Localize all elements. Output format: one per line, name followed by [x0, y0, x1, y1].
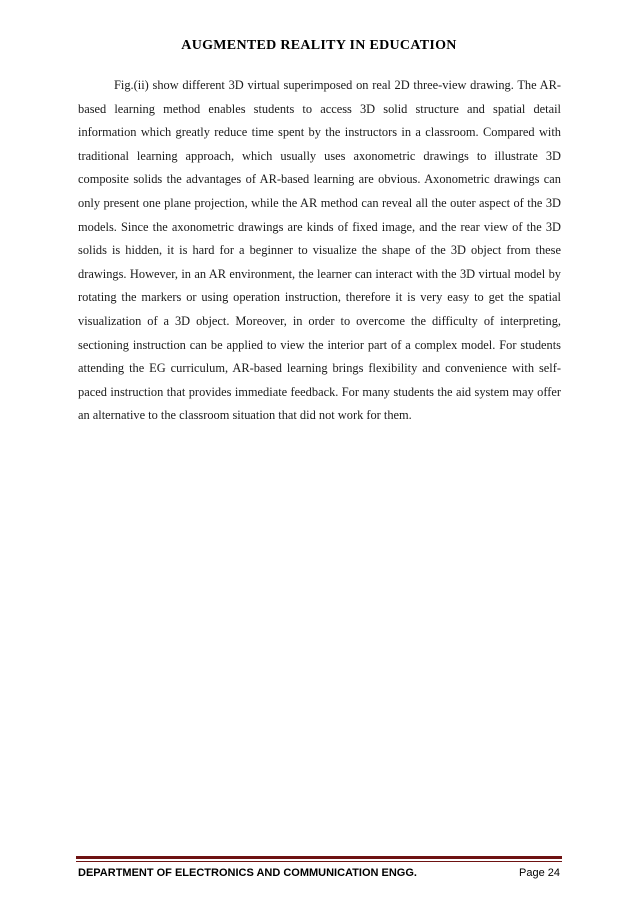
footer-rule-thin	[76, 861, 562, 862]
running-header-title: AUGMENTED REALITY IN EDUCATION	[181, 38, 457, 53]
footer-rule-thick	[76, 856, 562, 859]
footer-department: DEPARTMENT OF ELECTRONICS AND COMMUNICATION ENGG.	[78, 867, 417, 879]
footer-page-number: Page 24	[519, 867, 560, 879]
body-paragraph: Fig.(ii) show different 3D virtual superimposed on real 2D three-view drawing. The AR-based learning method enables students to access 3D solid structure and spatial detail information which greatly reduce time spent by the instructors in a classroom. Compared with traditional learning approach, which usually uses axonometric drawings to illustrate 3D composite solids the advantages of AR-based learning are obvious. Axonometric drawings can only present one plane projection, while the AR method can reveal all the outer aspect of the 3D models. Since the axonometric drawings are kinds of fixed image, and the rear view of the 3D solids is hidden, it is hard for a beginner to visualize the shape of the 3D object from these drawings. However, in an AR environment, the learner can interact with the 3D virtual model by rotating the markers or using operation instruction, therefore it is very easy to get the spatial visualization of a 3D object. Moreover, in order to overcome the difficulty of interpreting, sectioning instruction can be applied to view the interior part of a complex model. For students attending the EG curriculum, AR-based learning brings flexibility and convenience with self-paced instruction that provides immediate feedback. For many students the aid system may offer an alternative to the classroom situation that did not work for them.	[78, 78, 561, 423]
